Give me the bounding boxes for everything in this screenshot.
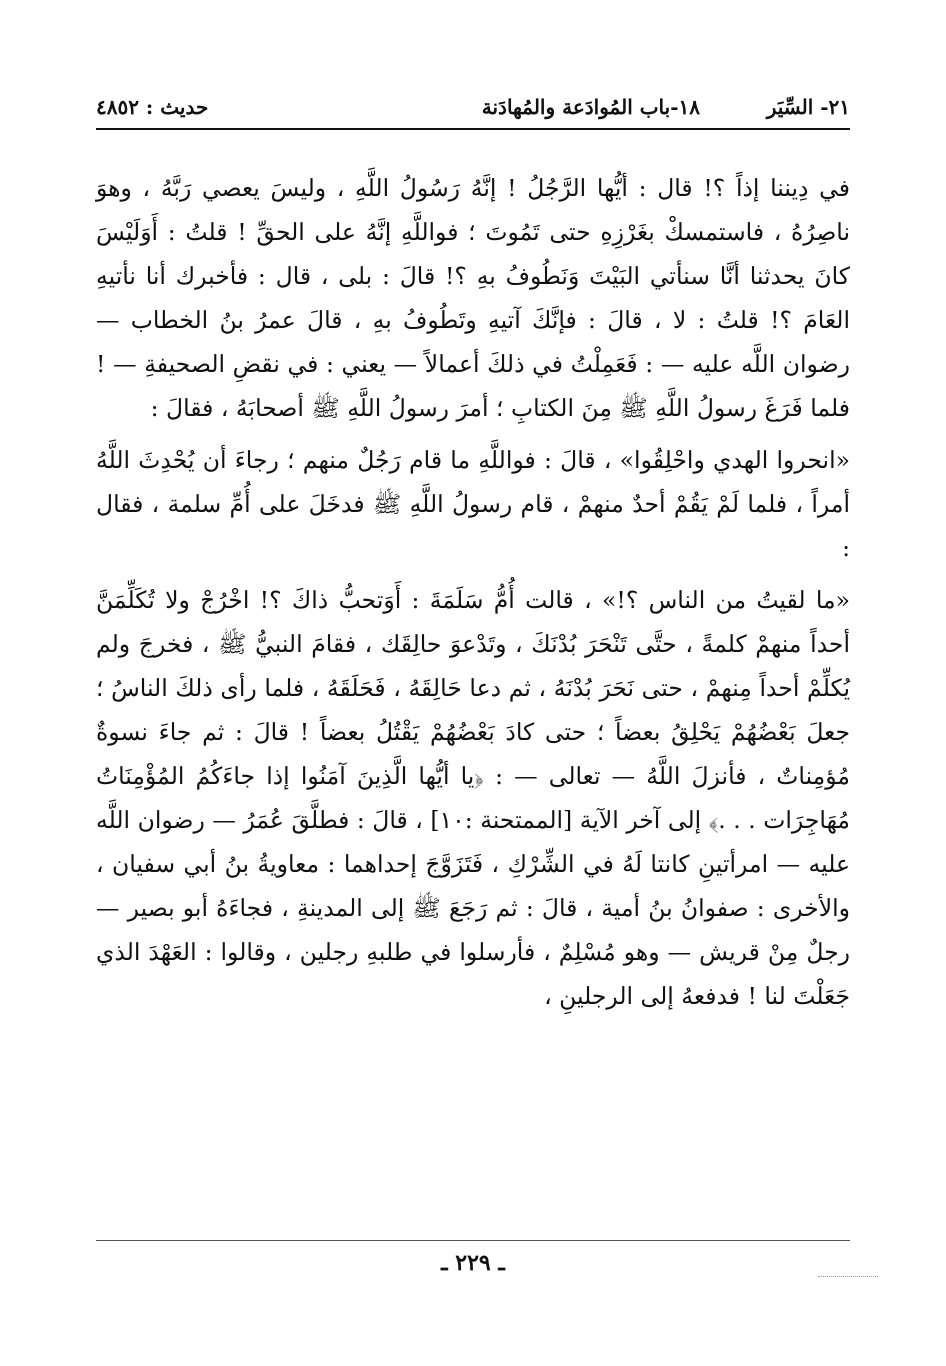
chapter-title: ٢١- السِّيَر [766, 95, 850, 119]
paragraph-1: في دِيننا إذاً ؟! قال : أيُّها الرَّجُلُ ! إنَّهُ رَسُولُ اللَّهِ ، وليسَ يعصي رَبَّهُ ، وهوَ ناصِرُهُ ، فاستمسكْ بغَرْزِهِ حتى تَمُوتَ ؛ فواللَّهِ إنَّهُ على الحقِّ ! قلتُ : أَوَلَيْسَ كانَ يحدثنا أنَّا سنأتي البَيْتَ وَنَطُوفُ بهِ ؟! قالَ : بلى ، قال : فأخبرك أنا نأتيهِ العَامَ ؟! قلتُ : لا ، قالَ : فإنَّكَ آتيهِ وتَطُوفُ بهِ ، قالَ عمرُ بنُ الخطاب — رضوان اللَّه عليه — : فَعَمِلْتُ في ذلكَ أعمالاً — يعني : في نقضِ الصحيفةِ — ! فلما فَرَغَ رسولُ اللَّهِ ﷺ مِنَ الكتابِ ؛ أمرَ رسولُ اللَّهِ ﷺ أصحابَهُ ، فقالَ : [96, 174, 850, 422]
paragraph-2: «انحروا الهدي واحْلِقُوا» ، قالَ : فواللَّهِ ما قام رَجُلٌ منهم ؛ رجاءَ أن يُحْدِثَ اللَّهُ أمراً ، فلما لَمْ يَقُمْ أحدٌ منهمْ ، قام رسولُ اللَّهِ ﷺ فدخَلَ على أُمِّ سلمة ، فقال : [96, 446, 850, 562]
footer-divider [96, 1240, 850, 1241]
section-title: ١٨-باب المُوادَعة والمُهادَنة [481, 95, 700, 119]
paragraph-3: «ما لقيتُ من الناس ؟!» ، قالت أُمُّ سَلَمَةَ : أَوَتحبُّ ذاكَ ؟! اخْرُجْ ولا تُكَلِّمَنَّ أحداً منهمْ كلمةً ، حتَّى تَنْحَرَ بُدْنَكَ ، وتَدْعوَ حالِقَك ، فقامَ النبيُّ ﷺ ، فخرجَ ولم يُكلِّمْ أحداً مِنهمْ ، حتى نَحَرَ بُدْنَهُ ، ثم دعا حَالِقَهُ ، فَحَلَقَهُ ، فلما رأى ذلكَ الناسُ ؛ جعلَ بَعْضُهُمْ يَحْلِقُ بعضاً ؛ حتى كادَ بَعْضُهُمْ يَقْتُلُ بعضاً ! قالَ : ثم جاءَ نسوةٌ مُؤمِناتٌ ، فأنزلَ اللَّهُ — تعالى — : ﴿يا أيُّها الَّذِينَ آمَنُوا إذا جاءَكُمُ المُؤْمِنَاتُ مُهَاجِرَات . . .﴾ إلى آخر الآية [الممتحنة :١٠] ، قالَ : فطلَّقَ عُمَرُ — رضوان اللَّه عليه — امرأتينِ كانتا لَهُ في الشِّرْكِ ، فَتَزَوَّجَ إحداهما : معاويةُ بنُ أبي سفيان ، والأخرى : صفوانُ بنُ أمية ، قالَ : ثم رَجَعَ ﷺ إلى المدينةِ ، فجاءَهُ أبو بصير — رجلٌ مِنْ قريش — وهو مُسْلِمٌ ، فأرسلوا في طلبهِ رجلين ، وقالوا : العَهْدَ الذي جَعَلْتَ لنا ! فدفعهُ إلى الرجلينِ ، [96, 586, 850, 1010]
page-number: ـ ٢٢٩ ـ [441, 1250, 505, 1276]
margin-mark [818, 1276, 878, 1277]
main-text [96, 166, 850, 1026]
header-divider [96, 128, 850, 130]
hadith-reference: حديث : ٤٨٥٢ [96, 95, 209, 119]
running-header [96, 92, 850, 128]
